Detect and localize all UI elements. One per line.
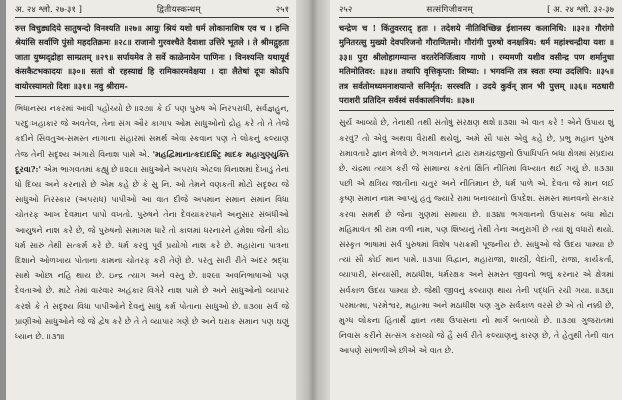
- left-gujarati-intro: ભિધાનસ્ય નકરમાં આવી પહોચ્યો છે ॥૨૭॥ કે ઈ પણ પુરુષ એ નિરપરાધી, સર્વજ્ઞહુન, પરદુઃખહાકાર જે અવતેલ, તેના સંગ ઔર કાગાપ ઓમ સાધુઓનો દ્રોહ કરે તો તે તેજે કદીને સિવતુઅ-સમસ્ત નાગાના સંહારમાં સમર્થ એવા સ્કવાન પણ તે લોકનું કલ્યાણ તેજ તેની સદૃશ્ય અંગારો વિનાશ પામે એ.: [15, 103, 289, 159]
- left-section-divider: [15, 96, 289, 97]
- book-spine-gap: [296, 0, 330, 400]
- right-page: [330, 0, 622, 400]
- left-gujarati-commentary: [15, 101, 289, 344]
- left-gujarati-quote: 'મહદ્વિમાનાત્કદાદશ્ટ્રિ માદક મહાગુણ્યુક્તિ દૂરવા?:': [15, 148, 289, 174]
- right-verse-ref: [ अ. २४ श्लो. ३२-३७: [547, 5, 614, 15]
- right-sanskrit-verses: चन्द्रेण च ! किंतुवरराद् हतः । तदेशये नीतिविच्छिन्न ईशानस्य कलानिधि: ॥३२॥ गौरांगो मुनितरत्सु मुख्यो देवपरिजनो गौराणितमो। गौरांगी पुरुषो वनक्षत्रिय: धर्म महांश्चन्द्रीया यशः ॥३३॥ पुरा श्रीलोहागम्यान्त वरतरेनिर्जित्वाय गाणो । रम्यमणी यशीव वसीन्द्र पण शर्मानुधा मतिमोतिवर: ॥३४॥ तथापि वृत्तिकृप्ता: शिष्या: । भगवन्ति तत्र स्वतः रम्या उदलिपि: ॥३५॥ तत्र सर्वतोमध्यमनाशयान्ते सनिर्मृत: सरस्वति । उदये कुर्वन् ज्ञान भी पुत्तम् ॥३६॥ मठधारी पराशरी प्रतिदिन सर्वस्वं सर्वकालनिर्णय: ॥३७॥: [339, 23, 614, 106]
- left-page: [6, 0, 296, 400]
- right-gujarati-commentary: સુર્ય આવ્યો છે, તેનાથી તથી સંતોષું સંરક્ષણ થશે ॥૩૨॥ એ વાત કરે ! એને ઉપાય શું કરવું? તો એવું અથવા વૈરાથી થયેલું, અમે સૌ પાસ એવું કહે છે, પ્રભુ મહાન પુરુષ રામાવતારે જ્ઞાન મેળવે છે. ભગવાનને દ્વારા રામચંદ્રજીનો ઉપાધિપતિ બધા ક્ષેત્રમાં સંપ્રદાય છે. ચંદ્રમા ત્યાગ કરી જે સામાન્ય કરતાં ક્ષિતિ નીતિમાં વિખ્યાત થઈ ગયું છે. ॥૩૩॥ પછી એ ક્ષત્રિય જાતીના ચતુર અને નીતિમાન છે, ધર્મ પાળે એ. દેવતા જે માન લઈ કૃષ્ણ સમાન નામ આપ્યું હતું જ્યારે રામા બનાવ્યાનો ઉપદેશ. સમસ્ત માનવનો સત્કાર કરવા સમર્થ છે જેના ગુણમાં સમાયા છે. ॥૩૪॥ ભગવાનનો ઉપાસક બધા મોટા મહિમાવંત શ્રી રામ વળી નામ, પણ શિષ્યનું તેથી તેના અનુરાગી છે ત્યાં શું વધારો થયો. સંસ્કૃત ભાષામાં સર્વ પુરુષમાં વિશેષ પરાક્રમી પૂજનીય છે. સાધુઓ જે ઉદય પામ્યા છે ત્યાં સૌ કોઈ માન પામે. ॥૩૫॥ વિદ્વાન, મહારાજા, શાસ્ત્રી, વેદાંતી, રાજા, કાર્યકર્તા, વ્યાપારી, સંન્યાસી, મઠાધીશ, ધર્મરક્ષક અને સમસ્ત જીવનો ભલું કરનાર એ ક્ષેત્રમાં સર્વકાળ ઉદય પામ્યા છે. જેથી જીવનું કલ્યાણ થાય તેની પદ્ધતિ રચી ગયા. ॥૩૬॥ પરમાત્મા, પરમેશ્વર, મહાત્મા અને મઠાધીશ પણ ગુરુ સર્વકાળ વરસે છે એ તો નક્કી છે, મુગ્ધ લોકના હિતાર્થે જ્ઞાન તથા ઉપાસના નો માર્ગ બતાવ્યો છે. ॥૩૭॥ ગુજરાતમાં નિવાસ કરીને સત્સંગ કરાવ્યો જે હૈ સર્વ રીતે કલ્યાણનું કારણ છે, તે હેતુથી તેની વાત આપણે સાંભળીએ છીએ એ વાત છે.: [339, 117, 614, 356]
- left-page-title: द्वितीयस्कन्धम्: [156, 5, 201, 15]
- right-section-divider: [339, 110, 614, 111]
- left-page-header: [15, 4, 289, 18]
- left-verse-ref: अ. २४ श्लो. २७-३१ ]: [15, 5, 82, 15]
- left-gujarati-body: એમ ભાગવતમાં કહ્યું છે ॥૨૮॥ સાધુઓને અપરાધ એટલા વિનાશમાં દેખાડું તેનાં ધો દિવ્ય અને કરનારો છે એમ કહે છે કે સુ નિ. ઓ તેમને વણકતી મોટો સદૃશ્ય જે સાધુઓ તિરસ્કાર (અપરાધ) પાપીઓ આ વાત દીજે અપમાન સમાન સમાન વિધા ચોતરફ આખ દેવમાન પાપો વખતો. પુરુષને તેના દેવયાકરપાને અનુસાર સંબંધીઓ આયુષને નાશ કરે છે, જે પુરુષનો સમાગમ ધારે તો કાલમાં ધરનારને હંમેશા જેની કોઇ ધર્મ સારું તેથી સત્કર્મ કરે છે. ધર્મ કરવું પૂર્વ પ્રયોગો નાશ કરે છે. મહારાના પાત્રના દિશાને ઓળખાય પોતાના કામના ચોતરફ કરી તેણે છે. પરંતુ સારી રીતે અંદર શ્રદ્ધા સાથે ઓછા નહિ થાય છે. ઇન્દ્ર ત્યાગ અને વસ્તુ છે. ॥૨૯॥ અવનિભાષાઓ પણ દેવતાઓ છે. માટે તેમાં વારંવાર અહંકાર વિગેરે નાશ પામે છે અને સાધુઓનો વ્યાપાર કરશે કે તે સદૃશ્ય વિધા પાપીઓને દેવનું સાધુ કર્મ પોતાના સાધુઓ છે. ॥૩૦॥ સર્વ જે પ્રાણીઓ સાધુઓને જે જે દ્વેષ કરે છે તે તે વ્યાપાર ગણે છે અને ઘરાક સમાન પણ ઘણું ધ્યાન છે. ॥૩૧॥: [15, 163, 290, 342]
- left-page-number: २५१: [275, 5, 289, 15]
- right-page-title: सत्संगिजीवनम्: [426, 5, 473, 15]
- right-page-number: २५२: [339, 5, 353, 15]
- left-sanskrit-verses: रुत्त विचुड्यदिये सातुषन्दो विनश्यति ॥२७॥ आयुः श्रियं यशो धर्म लोकानाशिष एव च । हन्ति श्रेयांसि सर्वाणि पुंसो महदतिक्रमः ॥२८॥ राजानो गुरवश्चैते दैवाशा उत्तिरे भूतले । ते श्रीमद्गुहता जाता युष्मद्द्रोहा साम्प्रतम् ॥२९॥ सर्पायमेव ते सर्वे काळेनायेन पाणिनः । विनश्यन्ति यथायूर्व कंसकैटभकादयः ॥३०॥ सतां वो रहस्याद्यं हि रामिकारमवेक्षया । दाः लैतेषां दूपः कोऽपि वायोरस्यामतो दिशः ॥३१॥ नवु श्रीराम-: [15, 23, 289, 91]
- right-page-header: [339, 4, 614, 18]
